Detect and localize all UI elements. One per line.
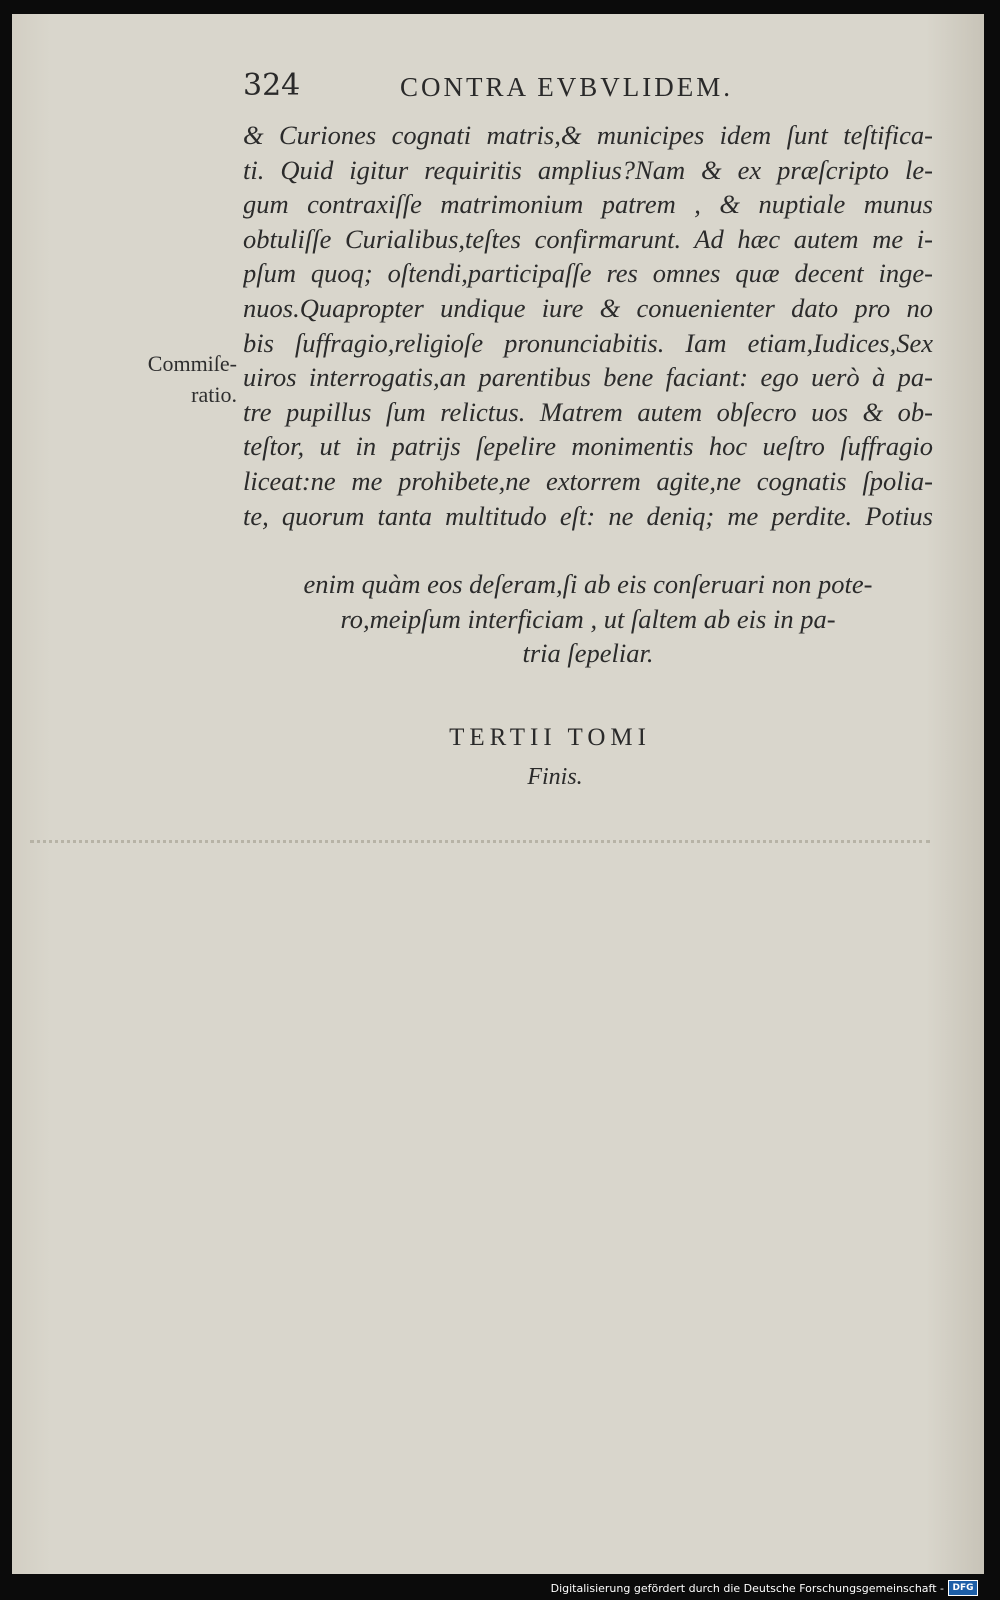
text-line: te, quorum tanta multitudo eſt: ne deniq; me perdite. Potius [243,500,933,531]
margin-note [122,348,237,410]
body-text [243,118,933,533]
margin-note-line: ratio. [191,382,237,407]
text-line: gum contraxiſſe matrimonium patrem , & nuptiale munus [243,189,933,220]
text-line: tre pupillus ſum relictus. Matrem autem obſecro uos & ob- [243,396,933,427]
footer-text: Digitalisierung gefördert durch die Deutsche Forschungsgemeinschaft - [550,1581,944,1595]
text-line: pſum quoq; oſtendi,participaſſe res omnes quæ decent inge- [243,258,933,289]
text-line: bis ſuffragio,religioſe pronunciabitis. Iam etiam,Iudices,Sex [243,327,933,358]
body-tail [243,567,933,671]
colophon-finis: Finis. [527,764,583,790]
text-line: teſtor, ut in patrijs ſepelire monimentis hoc ueſtro ſuffragio [243,431,933,462]
digitization-footer [551,1578,978,1598]
tail-line: enim quàm eos deſeram,ſi ab eis conſeruari non pote- [303,569,873,599]
text-line: nuos.Quapropter undique iure & conuenienter dato pro no [243,292,933,323]
tail-line: tria ſepeliar. [522,638,654,669]
page-number: 324 [243,68,301,103]
colophon-title: TERTII TOMI [449,724,651,751]
running-title: CONTRA EVBVLIDEM. [400,72,733,102]
text-line: liceat:ne me prohibete,ne extorrem agite,ne cognatis ſpolia- [243,465,933,496]
dfg-logo: DFG [948,1580,978,1596]
text-line: ti. Quid igitur requiritis amplius?Nam & ex præſcripto le- [243,154,933,185]
dotted-divider [30,840,930,843]
text-line: obtuliſſe Curialibus,teſtes confirmarunt. Ad hæc autem me i- [243,223,933,254]
text-line: & Curiones cognati matris,& municipes idem ſunt teſtifica- [243,120,933,150]
margin-note-line: Commiſe- [147,351,237,376]
tail-line: ro,meipſum interficiam , ut ſaltem ab eis in pa- [340,603,836,634]
text-line: uiros interrogatis,an parentibus bene faciant: ego uerò à pa- [243,362,933,393]
